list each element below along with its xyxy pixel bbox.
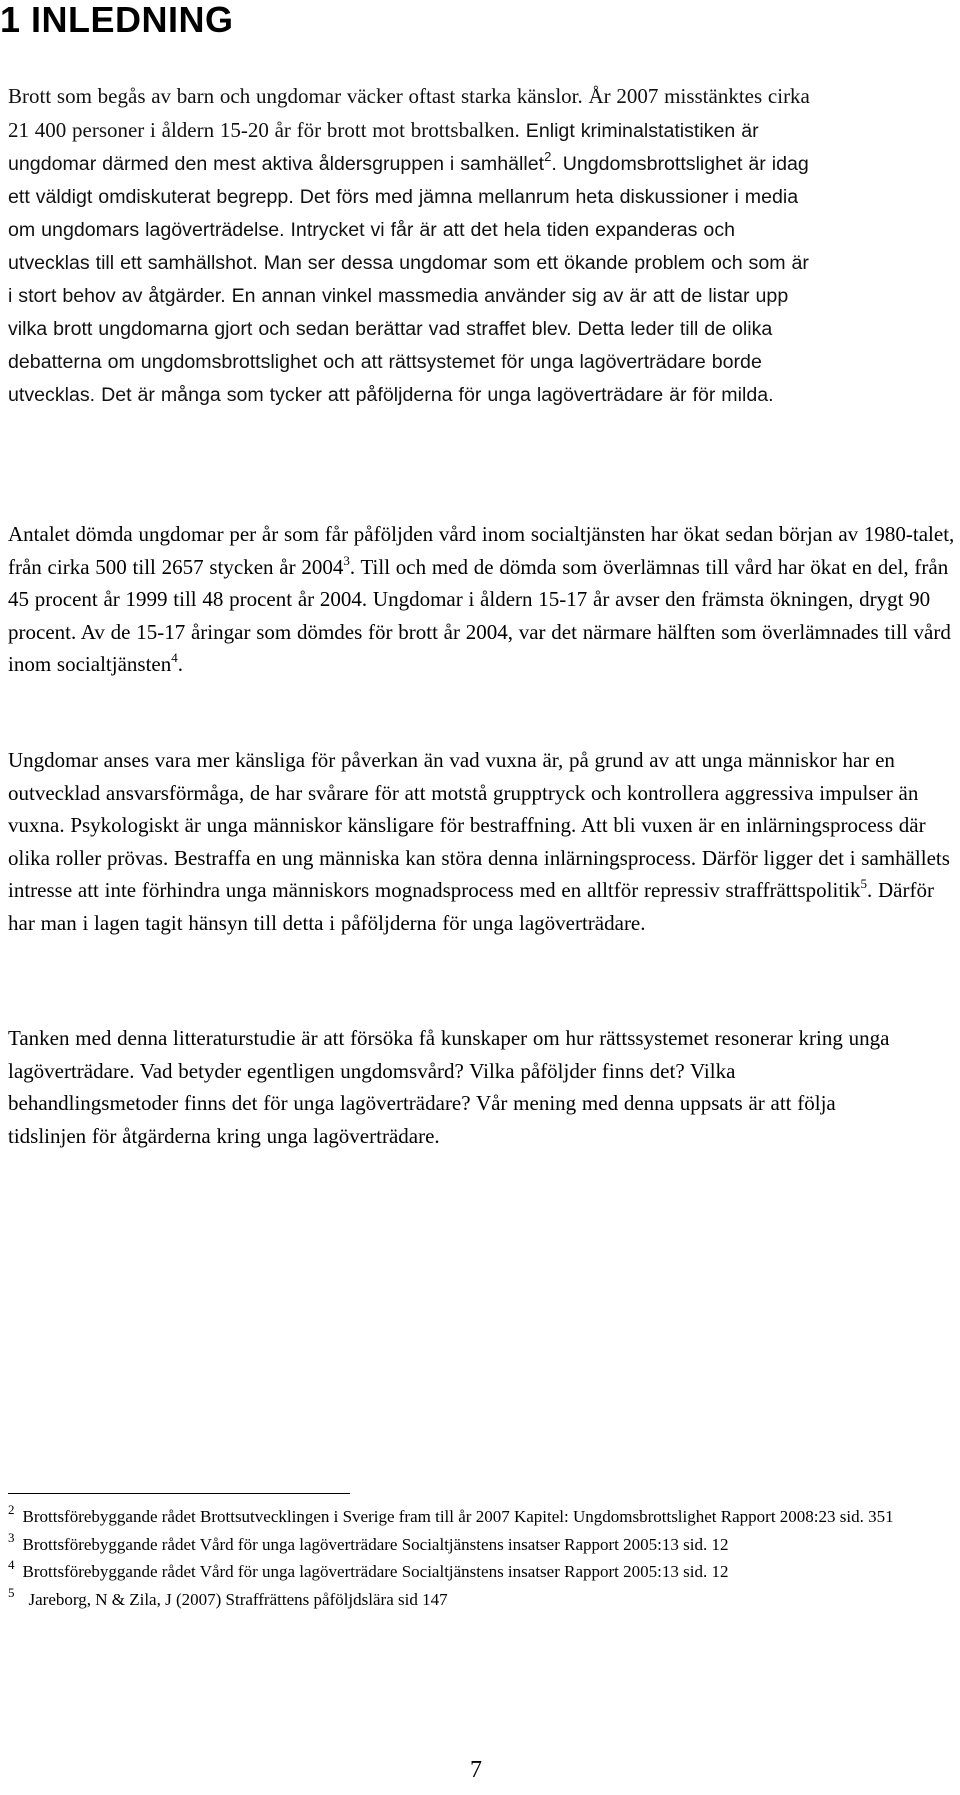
footnote-4 (8, 1558, 958, 1586)
footnote-mark: 5 (8, 1584, 15, 1600)
paragraph-statistics-text-c: . (177, 652, 183, 676)
paragraph-intro (8, 80, 818, 412)
footnote-text: Brottsförebyggande rådet Vård för unga lagöverträdare Socialtjänstens insatser Rapport 2005:13 sid. 12 (22, 1534, 729, 1554)
footnote-mark: 4 (8, 1557, 15, 1572)
footnote-ref-4[interactable]: 4 (171, 650, 178, 665)
paragraph-intro-text-a: Enligt kriminalstatistiken är ungdomar därmed den mest aktiva åldersgruppen i samhället (8, 120, 759, 175)
footnotes (8, 1503, 958, 1613)
paragraph-statistics-text-b: . Till och med de dömda som överlämnas till vård har ökat en del, från 45 procent år 1999 till 48 procent år 2004. Ungdomar i åldern 15-17 år avser den främsta ökningen, drygt 90 procent. Av de 15-17 åringar som dömdes för brott år 2004, var det närmare hälften som överlämnades till vård inom socialtjänsten (8, 554, 951, 676)
paragraph-statistics-text-a: Antalet dömda ungdomar per år som får påföljden vård inom socialtjänsten har ökat sedan början av 1980-talet, från cirka 500 till 2657 stycken år 2004 (8, 522, 955, 579)
paragraph-intro-text-b: . Ungdomsbrottslighet är idag ett väldigt omdiskuterat begrepp. Det förs med jämna mellanrum heta diskussioner i media om ungdomars lagöverträdelse. Intrycket vi får är att det hela tiden expanderas och utvecklas till ett samhällshot. Man ser dessa ungdomar som ett ökande problem och som är i stort behov av åtgärder. En annan vinkel massmedia använder sig av är att de listar upp vilka brott ungdomarna gjort och sedan berättar vad straffet blev. Detta leder till de olika debatterna om ungdomsbrottslighet och att rättsystemet för unga lagöverträdare borde utvecklas. Det är många som tycker att påföljderna för unga lagöverträdare är för milda. (8, 153, 809, 406)
footnote-mark: 2 (8, 1502, 15, 1517)
footnote-mark: 3 (8, 1529, 15, 1545)
chapter-heading: 1 INLEDNING (0, 0, 234, 40)
paragraph-intro-lead: Brott som begås av barn och ungdomar väcker oftast starka känslor. År 2007 misstänktes cirka 21 400 personer i åldern 15-20 år för brott mot brottsbalken. (8, 84, 810, 142)
footnote-text: Brottsförebyggande rådet Brottsutvecklingen i Sverige fram till år 2007 Kapitel: Ungdomsbrottslighet Rapport 2008:23 sid. 351 (22, 1507, 894, 1526)
footnote-text: Jareborg, N & Zila, J (2007) Straffrättens påföljdslära sid 147 (28, 1589, 448, 1609)
footnote-separator (8, 1493, 350, 1494)
footnote-5 (8, 1586, 958, 1614)
footnote-2 (8, 1503, 958, 1531)
footnote-ref-2[interactable]: 2 (544, 149, 552, 164)
footnote-ref-3[interactable]: 3 (343, 552, 350, 568)
paragraph-purpose: Tanken med denna litteraturstudie är att försöka få kunskaper om hur rättssystemet resonerar kring unga lagöverträdare. Vad betyder egentligen ungdomsvård? Vilka påföljder finns det? Vilka behandlingsmetoder finns det för unga lagöverträdare? Vår mening med denna uppsats är att följa tidslinjen för åtgärderna kring unga lagöverträdare. (8, 1026, 890, 1148)
footnote-ref-5[interactable]: 5 (860, 876, 867, 891)
page-number: 7 (470, 1757, 482, 1783)
footnote-text: Brottsförebyggande rådet Vård för unga lagöverträdare Socialtjänstens insatser Rapport 2005:13 sid. 12 (22, 1562, 729, 1581)
paragraph-psychology-text-a: Ungdomar anses vara mer känsliga för påverkan än vad vuxna är, på grund av att unga människor har en outvecklad ansvarsförmåga, de har svårare för att motstå grupptryck och kontrollera aggressiva impulser än vuxna. Psykologiskt är unga människor känsligare för bestraffning. Att bli vuxen är en inlärningsprocess där olika roller prövas. Bestraffa en ung människa kan störa denna inlärningsprocess. Därför ligger det i samhällets intresse att inte förhindra unga människors mognadsprocess med en alltför repressiv straffrättspolitik (8, 748, 950, 902)
footnote-3 (8, 1531, 958, 1559)
paragraph-psychology (8, 744, 960, 939)
paragraph-statistics (8, 518, 960, 681)
paragraph-psychology-text-b: . Därför har man i lagen tagit hänsyn till detta i påföljderna för unga lagöverträdare. (8, 878, 934, 935)
